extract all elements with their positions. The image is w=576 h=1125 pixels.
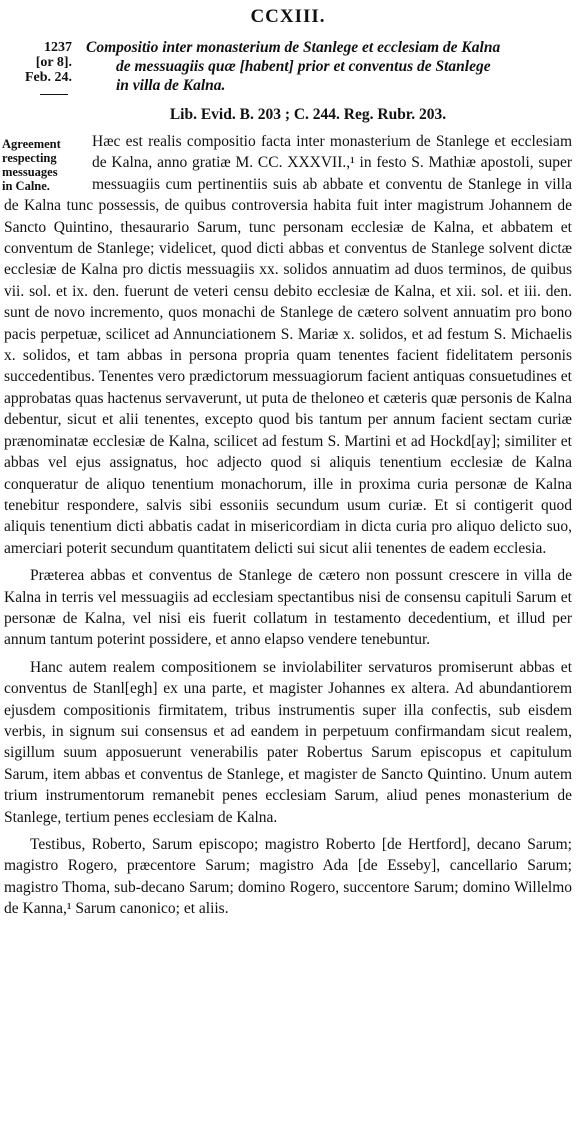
date-divider	[40, 94, 68, 95]
charter-heading	[86, 38, 574, 95]
date-year: 1237	[44, 40, 72, 55]
charter-body	[4, 131, 572, 926]
paragraph-praeterea: Præterea abbas et conventus de Stanlege de cætero non possunt crescere in villa de Kalna in terris vel messuagiis ad ecclesiam spectantibus nisi de consensu capituli Sarum et personæ de Kalna, vel nisi eis fuerit collatum in testamento decedentium, et illud per annum tantum poterint possidere, et anno elapso vendere tenebuntur.	[4, 567, 572, 649]
margin-note-line-4: in Calne.	[2, 179, 50, 193]
margin-note-spacer	[4, 131, 92, 195]
paragraph-witnesses: Testibus, Roberto, Sarum episcopo; magistro Roberto [de Hertford], decano Sarum; magistro Rogero, præcentore Sarum; magistro Ada [de Esseby], cancellario Sarum; magistro Thoma, sub-decano Sarum; domino Rogero, succentore Sarum; domino Willelmo de Kanna,¹ Sarum canonico; et aliis.	[4, 836, 572, 918]
margin-note-line-3: messuages	[2, 165, 58, 179]
date-alt-year: [or 8].	[35, 55, 72, 70]
paragraph-composition: Hæc est realis compositio facta inter monasterium de Stanlege et ecclesiam de Kalna, anno gratiæ M. CC. XXXVII.,¹ in festo S. Mathiæ apostoli, super messuagiis cum pertinentiis suis ab abbate et conventu de Stanlege in villa de Kalna tunc possessis, de quibus controversia habita fuit inter magistrum Johannem de Sancto Quintino, thesaurario Sarum, tunc personam ecclesiæ de Kalna, et abbatem et conventum de Stanlege; videlicet, quod dicti abbas et conventus de Stanlege solvent dictæ ecclesiæ de Kalna pro dictis messuagiis xx. solidos annuatim ad duos terminos, de quibus vii. sol. et ix. den. fuerunt de veteri censu debito ecclesiæ de Kalna, et xii. sol. et iii. den. sunt de novo incremento, quos monachi de Stanlege de cætero solvent annuatim pro bono pacis perpetuæ, scilicet ad Annunciationem S. Mariæ x. solidos, et ad festum S. Michaelis x. solidos, et tam abbas in persona propria quam tenentes facient fidelitatem personis succedentibus. Tenentes vero prædictorum messuagiorum facient antiquas consuetudines et approbatas quas hactenus servaverunt, ut puta de theloneo et cæteris quæ personis de Kalna debentur, sicut et alii tenentes, excepto quod bis tantum per annum facient sectam curiæ prænominatæ ecclesiæ de Kalna, scilicet ad festum S. Martini et ad Hockd[ay]; similiter et abbas vel ejus assignatus, hoc adjecto quod si aliquis tenentium ecclesiæ de Kalna conqueratur de aliquo tenentium monachorum, ille in proxima curia personæ de Kalna tenebitur respondere, salvis sibi essoniis secundum usum curiæ. Et si contigerit quod aliquis tenentium dicti abbatis cadat in misericordiam in dicta curia pro aliquo delicto suo, amerciari poterit secundum quantitatem delicti sui sicut alii tenentes de eadem ecclesia.	[4, 133, 572, 557]
heading-line-3: in villa de Kalna.	[116, 77, 226, 94]
margin-note-line-1: Agreement	[2, 137, 61, 151]
heading-line-2: de messuagiis quæ [habent] prior et conventus de Stanlege	[116, 58, 491, 75]
date-block	[10, 40, 72, 85]
source-references: Lib. Evid. B. 203 ; C. 244. Reg. Rubr. 203.	[169, 106, 447, 123]
heading-line-1: Compositio inter monasterium de Stanlege et ecclesiam de Kalna	[86, 39, 501, 56]
margin-note-line-2: respecting	[2, 151, 57, 165]
paragraph-hanc-autem: Hanc autem realem compositionem se inviolabiliter servaturos promiserunt abbas et conventus de Stanl[egh] ex una parte, et magister Johannes ex altera. Ad abundantiorem ejusdem compositionis firmitatem, tribus instrumentis super illa confectis, sub eisdem verbis, in signum sui consensus et ad eandem in perpetuum confirmandam sicut realem, sigillum suum apposuerunt venerabilis pater Robertus Sarum episcopus et capitulum Sarum, item abbas et conventus de Stanlege, et magister de Sancto Quintino. Unum autem trium instrumentorum remanebit penes ecclesiam Sarum, aliud penes monasterium de Stanlege, tertium penes ecclesiam de Kalna.	[4, 658, 572, 826]
charter-number: CCXIII.	[250, 6, 326, 27]
date-day: Feb. 24.	[24, 70, 72, 85]
